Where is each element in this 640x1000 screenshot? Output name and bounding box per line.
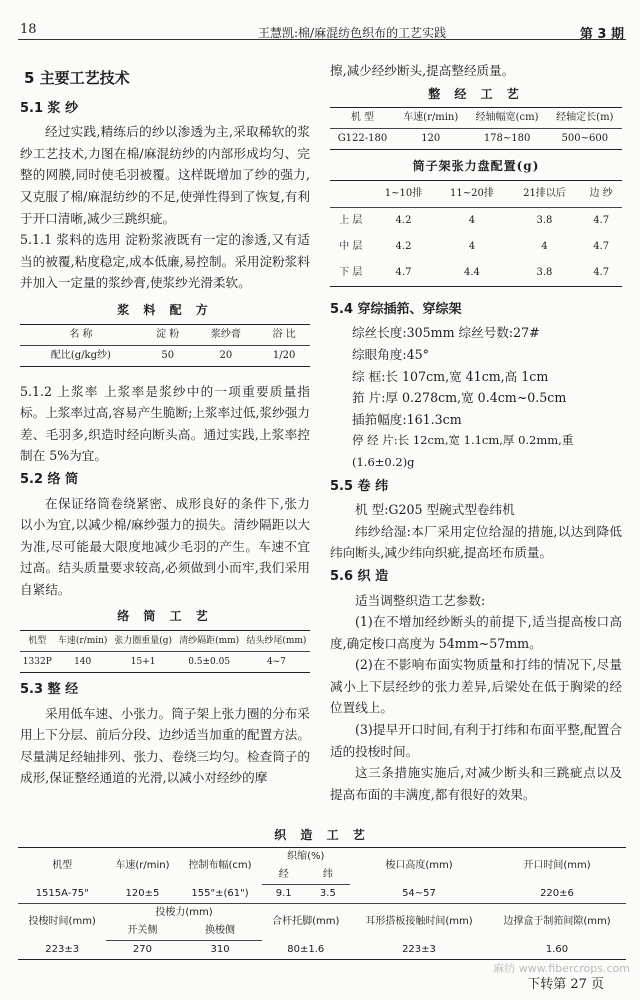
table-cell: 0.5±0.05 bbox=[188, 657, 231, 668]
table-cell: 80±1.6 bbox=[287, 943, 325, 955]
table-cell: 4 bbox=[468, 240, 476, 252]
table-title: 筒子架张力盘配置(g) bbox=[412, 159, 540, 174]
table-header-cell: 车速(r/min) bbox=[395, 108, 467, 129]
table-header-cell: 投梭力(mm) bbox=[155, 907, 213, 918]
table-header-cell: 边撑盒于制筘间隙(mm) bbox=[503, 916, 611, 928]
paragraph: 在保证络筒卷绕紧密、成形良好的条件下,张力以小为宜,以减少棉/麻纱强力的损失。清纱隔距以大为准,尽可能最大限度地减少毛羽的产生。车速不宜过高。结头质量要求较高,必须做到小而牢,我们采用自紧结。 bbox=[20, 495, 310, 597]
table-cell: 上 层 bbox=[339, 214, 363, 226]
issue-label: 第 3 期 bbox=[579, 27, 624, 42]
table-header-cell: 车速(r/min) bbox=[55, 631, 111, 652]
creel-tension-table bbox=[330, 180, 622, 287]
table-cell: 9.1 bbox=[275, 888, 292, 899]
paragraph: 适当调整织造工艺参数: bbox=[355, 592, 486, 608]
table-cell: 1515A-75" bbox=[35, 887, 89, 899]
table-cell: 120±5 bbox=[125, 887, 160, 899]
table-cell: 500~600 bbox=[561, 133, 609, 145]
table-cell: 4.2 bbox=[395, 240, 412, 252]
table-header-cell: 名 称 bbox=[20, 324, 142, 345]
table-cell: 4.2 bbox=[395, 214, 412, 226]
weaving-section bbox=[18, 826, 626, 960]
spec-line: 综 框:长 107cm,宽 41cm,高 1cm bbox=[352, 368, 549, 384]
table-title: 络 筒 工 艺 bbox=[117, 609, 213, 624]
table-header-cell: 经轴定长(m) bbox=[548, 108, 622, 129]
table-title: 浆 料 配 方 bbox=[117, 302, 213, 317]
paragraph: 这三条措施实施后,对减少断头和三跳疵点以及提高布面的丰满度,都有很好的效果。 bbox=[330, 765, 622, 802]
spec-line: 筘 片:厚 0.278cm,宽 0.4cm~0.5cm bbox=[352, 390, 567, 406]
paragraph: (2)在不影响布面实物质量和打纬的情况下,尽量减小上下层经纱的张力差异,后梁处在低于胸梁的经位置线上。 bbox=[330, 657, 622, 716]
table-header-cell: 控制布幅(cm) bbox=[188, 860, 252, 872]
warping-table bbox=[330, 107, 622, 150]
table-header-cell: 结头纱尾(mm) bbox=[243, 631, 310, 652]
table-cell: 4 bbox=[541, 240, 548, 252]
spec-line: 插筘幅度:161.3cm bbox=[352, 411, 462, 427]
table-cell: 4 bbox=[468, 214, 476, 226]
table-cell: 配比(g/kg纱) bbox=[50, 349, 111, 361]
table-title: 织 造 工 艺 bbox=[274, 828, 370, 842]
running-title: 王慧凯:棉/麻混纺色织布的工艺实践 bbox=[258, 26, 447, 40]
table-header-cell: 浴 比 bbox=[258, 324, 310, 345]
table-cell: 4.7 bbox=[593, 214, 610, 226]
table-cell: 178~180 bbox=[483, 133, 531, 145]
table-cell: G122-180 bbox=[337, 133, 388, 145]
table-cell: 4~7 bbox=[266, 657, 286, 668]
table-header-cell: 机型 bbox=[52, 860, 73, 872]
table-cell: 50 bbox=[161, 349, 175, 361]
table-cell: 4.7 bbox=[593, 240, 610, 252]
table-cell: 155"±(61") bbox=[191, 887, 249, 899]
table-cell: 4.4 bbox=[464, 266, 480, 278]
subsection-title: 5.5 卷 纬 bbox=[330, 478, 389, 494]
header-rule bbox=[18, 39, 626, 40]
table-header-cell: 耳形搭板接触时间(mm) bbox=[365, 916, 473, 928]
table-cell: 4.7 bbox=[395, 266, 412, 278]
subsection-title: 5.4 穿综插筘、穿综架 bbox=[330, 301, 462, 317]
spec-line: 综丝长度:305mm 综丝号数:27# bbox=[352, 325, 540, 341]
table-header-cell: 开关侧 bbox=[106, 922, 178, 941]
table-header-cell: 开口时间(mm) bbox=[523, 860, 591, 872]
table-header-cell: 车速(r/min) bbox=[115, 860, 170, 872]
table-cell: 310 bbox=[210, 944, 230, 955]
table-cell: 1332P bbox=[22, 657, 52, 668]
table-header-cell: 张力圈重量(g) bbox=[111, 631, 176, 652]
table-header-cell: 清纱隔距(mm) bbox=[176, 631, 243, 652]
paragraph: 经过实践,精练后的纱以渗透为主,采取稀软的浆纱工艺技术,力图在棉/麻混纺纱的内部形成均匀、完整的网膜,同时使毛羽被覆。这样既增加了纱的强力,又克服了棉/麻混纺纱的不足,使弹性得到了恢复,有利于开口清晰,减少三跳织疵。 bbox=[20, 124, 310, 226]
paragraph: (1)在不增加经纱断头的前提下,适当提高梭口高度,确定梭口高度为 54mm~57mm。 bbox=[330, 614, 622, 651]
winding-table bbox=[20, 630, 310, 673]
table-cell: 270 bbox=[132, 944, 152, 955]
table-header-cell: 经 bbox=[262, 866, 306, 885]
table-header-cell: 织缩(%) bbox=[287, 851, 325, 862]
table-header-cell: 梭口高度(mm) bbox=[385, 860, 453, 872]
table-cell: 1/20 bbox=[272, 349, 296, 361]
table-title: 整 经 工 艺 bbox=[428, 86, 524, 101]
table-header-cell: 纬 bbox=[306, 866, 350, 885]
table-header-cell: 机型 bbox=[20, 631, 55, 652]
paragraph: (3)提早开口时间,有利于打纬和布面平整,配置合适的投梭时间。 bbox=[330, 722, 622, 759]
table-header-cell bbox=[330, 180, 372, 207]
page-header bbox=[18, 14, 626, 40]
page-number: 18 bbox=[20, 22, 37, 37]
table-cell: 120 bbox=[421, 133, 441, 145]
table-header-cell: 淀 粉 bbox=[142, 324, 194, 345]
table-cell: 3.5 bbox=[319, 888, 336, 899]
table-cell: 140 bbox=[74, 657, 92, 668]
table-cell: 1.60 bbox=[545, 943, 569, 955]
watermark: 麻纺 www.fibercrops.com bbox=[493, 962, 630, 975]
table-cell: 54~57 bbox=[402, 887, 436, 899]
table-header-cell: 1~10排 bbox=[372, 180, 436, 207]
spec-line: 停 经 片:长 12cm,宽 1.1cm,厚 0.2mm,重(1.6±0.2)g bbox=[352, 433, 574, 469]
size-recipe-table bbox=[20, 324, 310, 367]
table-header-cell: 21排以后 bbox=[509, 180, 581, 207]
table-header-cell: 浆纱膏 bbox=[194, 324, 259, 345]
subsection-title: 5.6 织 造 bbox=[330, 568, 389, 584]
right-column bbox=[330, 60, 622, 805]
table-header-cell: 经轴幅宽(cm) bbox=[467, 108, 548, 129]
table-header-cell: 机 型 bbox=[330, 108, 395, 129]
left-column bbox=[20, 68, 310, 789]
paragraph: 纬纱给湿:本厂采用定位给湿的措施,以达到降低纬向断头,减少纬向织疵,提高坯布质量。 bbox=[330, 523, 622, 561]
table-cell: 223±3 bbox=[402, 943, 436, 955]
table-header-cell: 11~20排 bbox=[435, 180, 508, 207]
table-header-cell: 投梭时间(mm) bbox=[28, 916, 96, 928]
subsection-title: 5.1 浆 纱 bbox=[20, 100, 79, 116]
paragraph: 5.1.1 浆料的选用 淀粉浆液既有一定的渗透,又有适当的被覆,粘度稳定,成本低廉,易控制。采用淀粉浆料并加入一定量的浆纱膏,使浆纱光滑柔软。 bbox=[20, 232, 310, 291]
paragraph: 机 型:G205 型碗式型卷纬机 bbox=[355, 502, 515, 518]
table-cell: 220±6 bbox=[540, 887, 574, 899]
table-cell: 下 层 bbox=[339, 266, 363, 278]
paragraph: 采用低车速、小张力。筒子架上张力圈的分布采用上下分层、前后分段、边纱适当加重的配置方法。尽量满足经轴排列、张力、卷绕三均匀。检查筒子的成形,保证整经通道的光滑,以减小对经纱的摩 bbox=[20, 705, 310, 786]
table-header-cell: 边 纱 bbox=[580, 180, 622, 207]
table-header-cell: 换梭侧 bbox=[178, 922, 261, 941]
table-cell: 4.7 bbox=[593, 266, 610, 278]
paragraph: 擦,减少经纱断头,提高整经质量。 bbox=[330, 63, 515, 78]
table-cell: 3.8 bbox=[536, 266, 553, 278]
spec-line: 综眼角度:45° bbox=[352, 346, 429, 362]
subsection-title: 5.3 整 经 bbox=[20, 682, 79, 698]
paragraph: 5.1.2 上浆率 上浆率是浆纱中的一项重要质量指标。上浆率过高,容易产生脆断;上浆率过低,浆纱强力差、毛羽多,织造时经向断头高。通过实践,上浆率控制在 5%为宜。 bbox=[20, 383, 310, 464]
weaving-table bbox=[18, 847, 626, 960]
table-cell: 15+1 bbox=[130, 657, 156, 668]
section-title: 5 主要工艺技术 bbox=[24, 69, 130, 87]
table-cell: 223±3 bbox=[45, 943, 80, 955]
subsection-title: 5.2 络 筒 bbox=[20, 471, 79, 487]
table-cell: 3.8 bbox=[536, 214, 553, 226]
table-cell: 中 层 bbox=[339, 240, 363, 252]
table-cell: 20 bbox=[219, 349, 233, 361]
table-header-cell: 合杆托脚(mm) bbox=[272, 916, 340, 928]
continued-note: 下转第 27 页 bbox=[527, 977, 604, 992]
